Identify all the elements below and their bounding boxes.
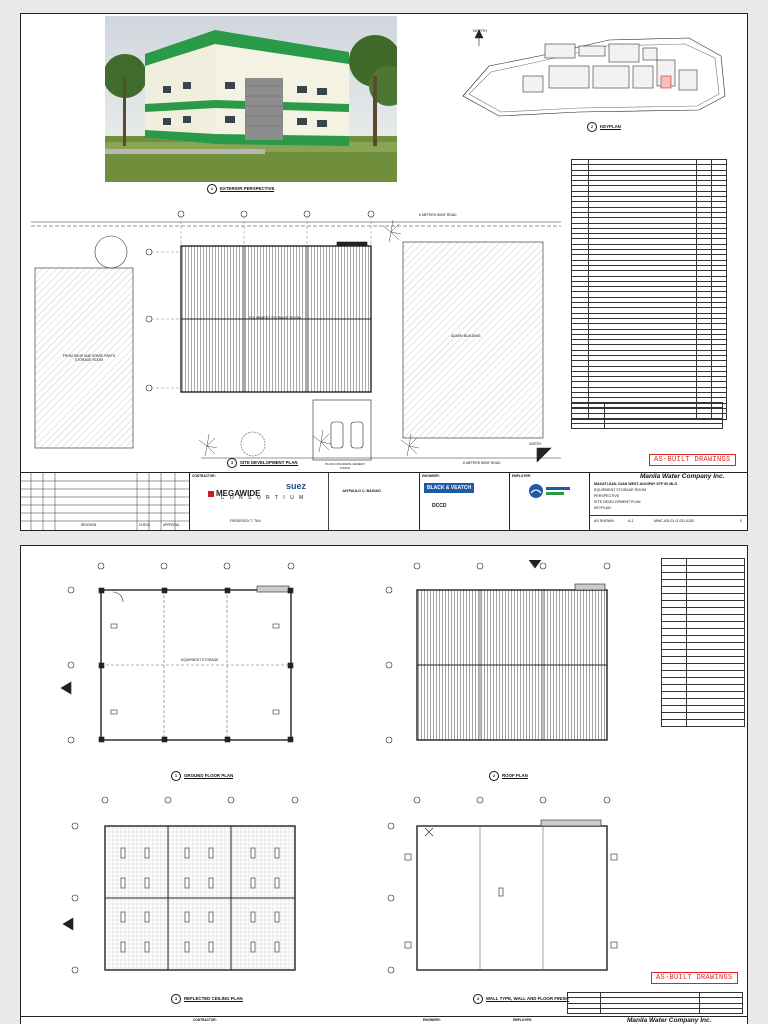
view-title-text: REFLECTED CEILING PLAN (184, 996, 243, 1002)
legend-cell (687, 713, 745, 720)
keyplan-drawing (459, 26, 731, 126)
parking-label: PLAIN CONCRETE CEMENT FINISH (325, 462, 365, 470)
architect-name: JAYPAULO C. BAGUIO (342, 489, 381, 493)
legend-cell (662, 692, 687, 699)
legend-cell (662, 671, 687, 678)
title-line-3: PERSPECTIVE (594, 494, 620, 498)
legend-cell (662, 720, 687, 727)
legend-cell (687, 594, 745, 601)
title-line-5: KEYPLAN (594, 506, 611, 510)
engineer-label: ENGINEER: (423, 1018, 441, 1022)
legend-cell (662, 706, 687, 713)
legend-cell (687, 580, 745, 587)
left-building-label: FROM SHOP AND SPARE PARTS STORAGE ROOM (62, 354, 116, 362)
legend-cell (662, 685, 687, 692)
schedule-table (571, 159, 727, 420)
legend-cell (662, 622, 687, 629)
notes-cell (601, 1008, 700, 1013)
legend-cell (662, 601, 687, 608)
drawing-number: MWC-AR-01-G-DD-0100 (654, 519, 694, 523)
legend-cell (662, 650, 687, 657)
view-number: 2 (587, 122, 597, 132)
legend-cell (662, 713, 687, 720)
view-number: 2 (489, 771, 499, 781)
view-number: 1 (207, 184, 217, 194)
view-title-site (227, 458, 298, 468)
revision-header: REVISION (81, 523, 97, 527)
legend-cell (687, 622, 745, 629)
legend-cell (687, 664, 745, 671)
view-title-ceiling (171, 994, 243, 1004)
view-title-text: WALL TYPE, WALL AND FLOOR FINISH (486, 996, 569, 1002)
as-built-stamp: AS-BUILT DRAWINGS (649, 454, 736, 466)
legend-cell (662, 573, 687, 580)
legend-cell (687, 608, 745, 615)
notes-table (571, 402, 723, 429)
north-label: NORTH (529, 442, 541, 446)
legend-cell (687, 692, 745, 699)
notes-table (567, 992, 743, 1014)
view-title-ground (171, 771, 233, 781)
legend-cell (687, 636, 745, 643)
view-number: 4 (473, 994, 483, 1004)
employer-name: Manila Water Company Inc. (627, 1017, 712, 1024)
view-title-text: EXTERIOR PERSPECTIVE (220, 186, 275, 192)
legend-cell (662, 566, 687, 573)
right-building-label: ADMIN BUILDING (451, 334, 481, 338)
ground-floor-plan (61, 560, 311, 770)
legend-cell (662, 594, 687, 601)
reflected-ceiling-plan (61, 792, 321, 992)
sheet-number: A-1 (628, 519, 634, 523)
legend-cell (662, 580, 687, 587)
legend-cell (687, 657, 745, 664)
wall-type-plan (381, 792, 641, 992)
keyplan-north-label: NORTH (473, 28, 488, 33)
room-label: EQUIPMENT STORAGE (181, 658, 219, 662)
drawing-sheet-1 (20, 13, 748, 531)
legend-cell (687, 559, 745, 566)
employer-name: Manila Water Company Inc. (640, 473, 725, 480)
view-title-text: KEYPLAN (600, 124, 621, 130)
notes-cell (568, 1008, 601, 1013)
legend-cell (687, 706, 745, 713)
dccd-logo: DCCD (432, 503, 447, 509)
legend-cell (662, 629, 687, 636)
view-title-text: ROOF PLAN (502, 773, 528, 779)
contractor-label: CONTRACTOR: (192, 474, 216, 478)
legend-cell (687, 566, 745, 573)
employer-block (509, 473, 590, 530)
signer-name: FREDERICK T. TAN (230, 519, 261, 523)
project-name: MAKATI-SAN JUAN WEST-AGUIPAY STP 60 MLD (594, 482, 678, 486)
legend-cell (662, 636, 687, 643)
notes-cell (572, 424, 605, 429)
employer-label: EMPLOYER: (513, 1018, 532, 1022)
legend-cell (687, 587, 745, 594)
legend-cell (662, 615, 687, 622)
legend-cell (687, 601, 745, 608)
legend-cell (687, 573, 745, 580)
legend-cell (687, 615, 745, 622)
legend-cell (687, 629, 745, 636)
employer-label: EMPLOYER: (512, 474, 531, 478)
view-number: 1 (171, 771, 181, 781)
engineer-label: ENGINEER: (422, 474, 440, 478)
contractor-label: CONTRACTOR: (193, 1018, 217, 1022)
legend-cell (662, 699, 687, 706)
as-built-stamp: AS-BUILT DRAWINGS (651, 972, 738, 984)
view-title-keyplan (587, 122, 621, 132)
revision-number: 0 (740, 519, 742, 523)
legend-cell (687, 685, 745, 692)
legend-cell (687, 720, 745, 727)
view-number: 3 (171, 994, 181, 1004)
legend-cell (662, 608, 687, 615)
legend-cell (687, 671, 745, 678)
legend-cell (662, 559, 687, 566)
main-room-label: EQUIPMENT STORAGE ROOM (249, 316, 301, 320)
view-title-wall (473, 994, 569, 1004)
project-info-block (589, 473, 747, 530)
scale-value: AS SHOWN (594, 519, 614, 523)
legend-cell (662, 643, 687, 650)
view-title-roof (489, 771, 528, 781)
revision-block (21, 473, 189, 530)
title-block-partial (21, 1016, 747, 1024)
engineer-block (419, 473, 510, 530)
legend-cell (662, 587, 687, 594)
road-label-top: 6 METERS WIDE ROAD (419, 213, 457, 217)
legend-cell (687, 699, 745, 706)
legend-cell (662, 657, 687, 664)
title-line-2: EQUIPMENT STORAGE ROOM (594, 488, 646, 492)
roof-plan (381, 560, 641, 770)
legend-cell (687, 643, 745, 650)
exterior-perspective-render (105, 16, 397, 182)
view-number: 3 (227, 458, 237, 468)
notes-cell (605, 424, 723, 429)
view-title-exterior (207, 184, 274, 194)
view-title-text: GROUND FLOOR PLAN (184, 773, 234, 779)
manila-water-logo-icon (528, 483, 572, 499)
approval-header: APPROVAL (163, 523, 180, 527)
view-title-text: SITE DEVELOPMENT PLAN (240, 460, 298, 466)
black-veatch-logo: BLACK & VEATCH (424, 483, 474, 493)
megawide-text: MEGAWIDE (216, 489, 261, 498)
consortium-text: C O N S O R T I U M (220, 495, 306, 501)
legend-table (661, 558, 745, 727)
notes-cell (700, 1008, 743, 1013)
suez-logo: suez (286, 481, 307, 491)
check-header: CHECK (139, 523, 151, 527)
contractor-block (189, 473, 420, 530)
legend-cell (662, 664, 687, 671)
drawing-sheet-2 (20, 545, 748, 1024)
title-block (21, 472, 747, 530)
legend-cell (687, 650, 745, 657)
road-label-bottom: 6 METERS WIDE ROAD (463, 461, 501, 465)
legend-cell (687, 678, 745, 685)
legend-cell (662, 678, 687, 685)
title-line-4: SITE DEVELOPMENT PLAN (594, 500, 641, 504)
